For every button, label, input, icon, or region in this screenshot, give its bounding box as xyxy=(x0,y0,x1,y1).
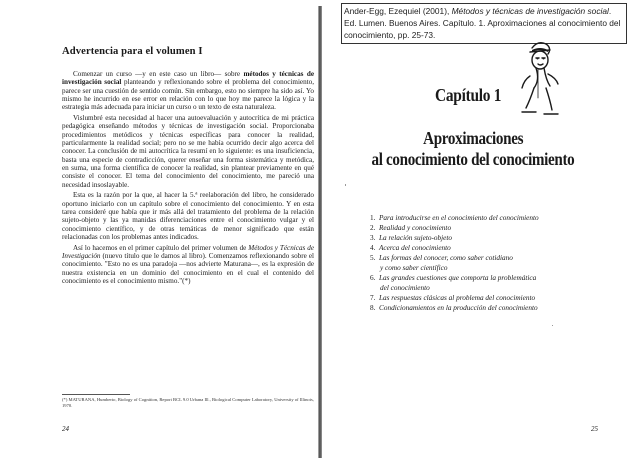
paragraph-4: Así lo hacemos en el primer capítulo del primer volumen de Métodos y Técnicas de Investigación (nuevo título que le damos al libro). Comenzamos reflexionando sobre el conocimiento. "Esto no es una paradoja —nos advierte Maturana—, es la expresión de nuestra existencia en un dominio del conocimiento en el cual el contenido del conocimiento es el conocimiento mismo."(*) xyxy=(62,243,314,286)
page-number-left: 24 xyxy=(62,425,69,433)
quixote-illustration xyxy=(512,38,564,120)
section-title: Advertencia para el volumen I xyxy=(62,46,203,57)
toc-item: 7. Las respuestas clásicas al problema del conocimiento xyxy=(370,294,536,302)
left-page xyxy=(0,0,318,463)
left-body-text xyxy=(62,70,314,288)
scan-speck xyxy=(552,325,553,326)
paragraph-1: Comenzar un curso —y en este caso un libro— sobre métodos y técnicas de investigación social planteando y reflexionando sobre el problema del conocimiento, parece ser una cuestión de sentido común. Sin embargo, esto no siempre ha sido así. Yo mismo he incurrido en ese error en relación con lo que hoy me parece la lógica y la estrategia más adecuada para iniciar un curso o un texto de esta naturaleza. xyxy=(62,70,315,112)
footnote: (*) MATURANA, Humberto, Biology of Cognition, Report BCL 9.0 Urbana Ill., Biological Computer Laboratory, University of Illinois, 1970. xyxy=(62,397,314,409)
scan-speck xyxy=(345,184,346,186)
toc-item: 1. Para introducirse en el conocimiento del conocimiento xyxy=(370,214,539,222)
chapter-label: Capítulo 1 xyxy=(435,85,502,105)
chapter-contents-list xyxy=(370,213,539,313)
toc-item: 8. Condicionamientos en la producción del conocimiento xyxy=(370,304,538,312)
paragraph-3: Esta es la razón por la que, al hacer la 5.ª reelaboración del libro, he considerado oportuno iniciarlo con un capítulo sobre el conocimiento del conocimiento. Y en esta tarea consideré que había que ir más allá del tratamiento del problema de la relación sujeto-objeto y las ya manidas diferenciaciones entre el conocimiento vulgar y el conocimiento científico, y de otras temáticas de menor significado que están relacionadas con los problemas antes indicados. xyxy=(62,191,314,242)
toc-item: 3. La relación sujeto-objeto xyxy=(370,234,453,242)
toc-item: 5. Las formas del conocer, como saber cotidiano y como saber científico xyxy=(370,254,513,272)
footnote-rule xyxy=(62,394,130,395)
toc-item: 2. Realidad y conocimiento xyxy=(370,224,452,232)
toc-item: 4. Acerca del conocimiento xyxy=(370,244,451,252)
citation-caption: Ander-Egg, Ezequiel (2001), Métodos y técnicas de investigación social. Ed. Lumen. Buenos Aires. Capítulo. 1. Aproximaciones al conocimiento del conocimiento, pp. 25-73. xyxy=(341,3,627,44)
toc-item: 6. Las grandes cuestiones que comporta la problemática del conocimiento xyxy=(370,274,537,292)
chapter-title: Aproximaciones al conocimiento del conocimiento xyxy=(371,128,575,169)
page-number-right: 25 xyxy=(591,425,598,433)
paragraph-2: Vislumbré esta necesidad al hacer una autoevaluación y autocrítica de mi práctica pedagógica enseñando métodos y técnicas de investigación social. Proporcionaba procedimientos metódicos y técnicas específicas para conocer la realidad, particularmente la realidad social; pero no se me había ocurrido decir algo acerca del conocer. La conclusión de mi autocrítica la resumí en lo siguiente: es una insuficiencia, basta una especie de contradicción, querer enseñar una forma sistemática y metódica, en suma, una forma científica de conocer la realidad, sin plantear previamente en qué consiste el conocer. El tema del conocimiento del conocimiento, me pareció una necesidad insoslayable. xyxy=(62,114,314,189)
